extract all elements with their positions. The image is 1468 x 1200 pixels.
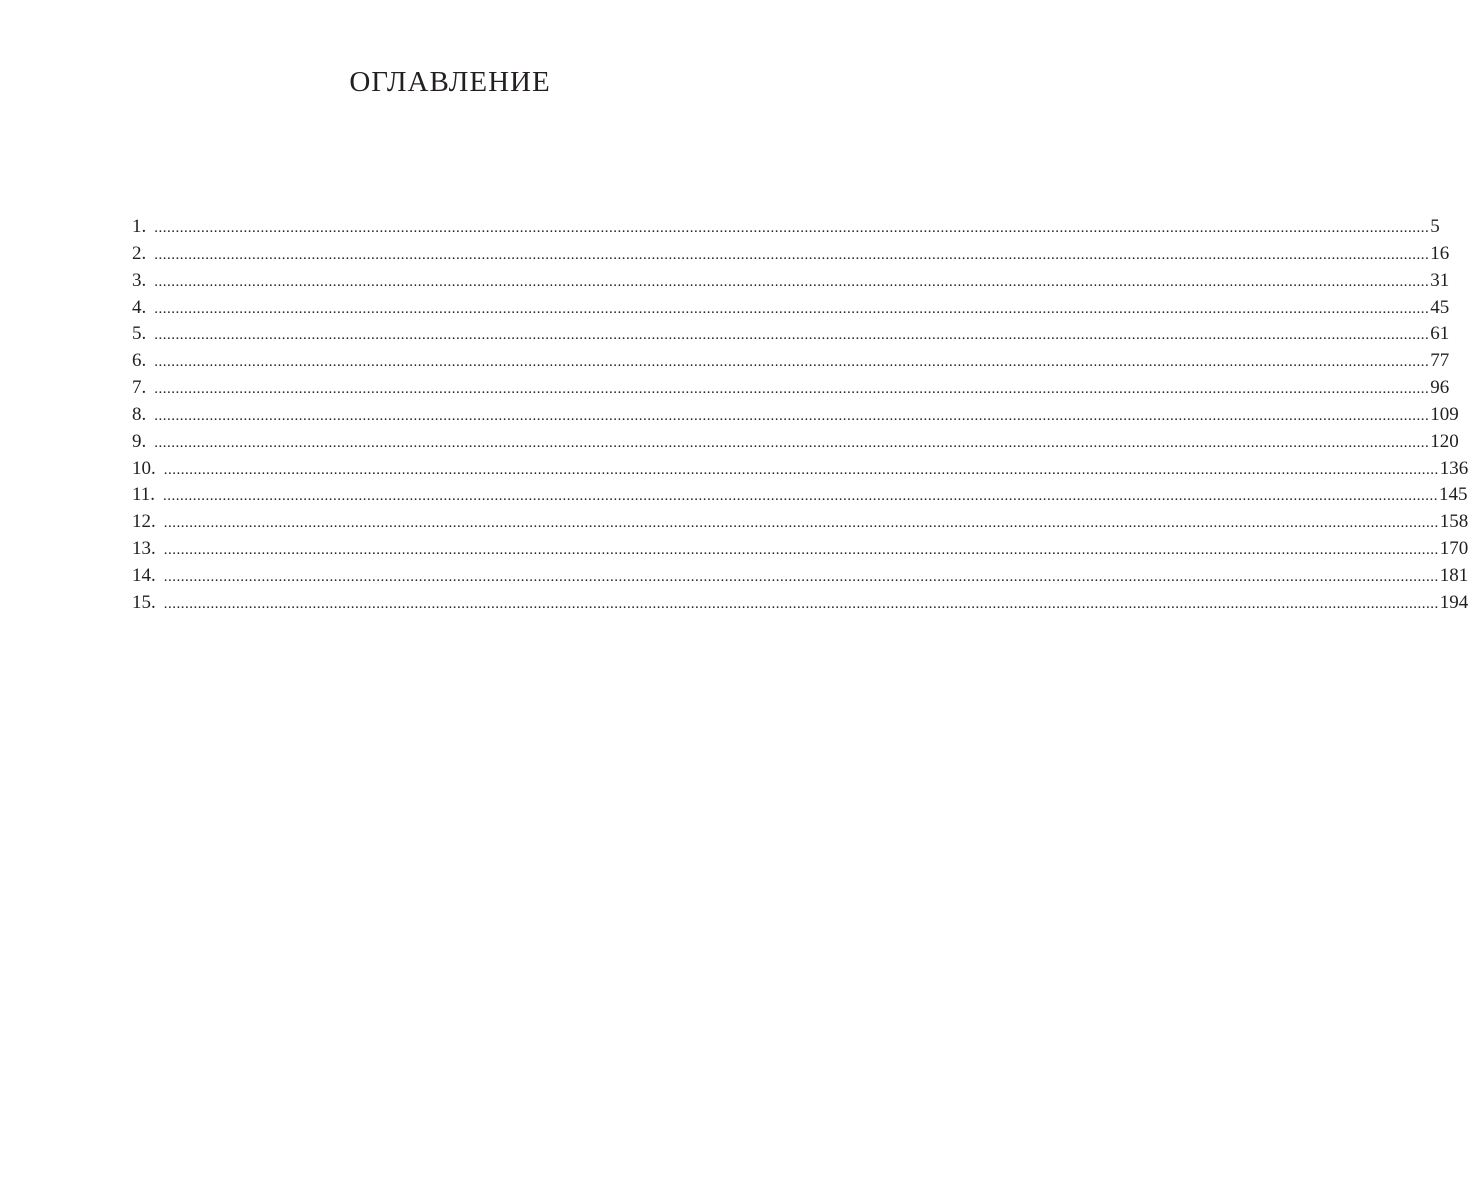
toc-entry-page: 5 (1430, 216, 1440, 237)
toc-dot-leader: ............................................................................................................................................................................................................................................................................................................ (154, 434, 1430, 451)
toc-entry-page: 158 (1439, 511, 1468, 533)
toc-dot-leader: ............................................................................................................................................................................................................................................................................................................ (163, 568, 1439, 585)
toc-entry-page: 181 (1439, 564, 1468, 586)
toc-entry-number: 3. (132, 269, 147, 291)
toc-entry-page: 96 (1430, 377, 1450, 399)
toc-entry-page: 194 (1439, 591, 1468, 613)
toc-dot-leader: ............................................................................................................................................................................................................................................................................................................ (154, 327, 1430, 344)
toc-dot-leader: ............................................................................................................................................................................................................................................................................................................ (154, 381, 1430, 398)
toc-entry-number: 14. (132, 564, 156, 586)
toc-dot-leader: ............................................................................................................................................................................................................................................................................................................ (154, 273, 1430, 290)
toc-entry-page: 61 (1430, 323, 1450, 345)
toc-entry-number: 5. (132, 323, 147, 345)
toc-entry-page: 170 (1439, 538, 1468, 560)
toc-entry-page: 109 (1430, 403, 1459, 425)
toc-entry-number: 10. (132, 457, 156, 479)
toc-dot-leader: ............................................................................................................................................................................................................................................................................................................ (154, 246, 1430, 263)
toc-entry-page: 16 (1430, 242, 1450, 264)
toc-entry[interactable] (132, 563, 1468, 590)
toc-entry[interactable] (132, 402, 1459, 429)
toc-entry-number: 9. (132, 430, 147, 452)
toc-entry-page: 145 (1439, 484, 1468, 506)
toc-entry-number: 1. (132, 216, 147, 237)
toc-entry[interactable] (132, 590, 1468, 617)
toc-entry-number: 2. (132, 242, 147, 264)
toc-dot-leader: ............................................................................................................................................................................................................................................................................................................ (163, 542, 1439, 559)
toc-entry[interactable] (132, 429, 1459, 456)
toc-entry-number: 15. (132, 591, 156, 613)
toc-entry-number: 11. (132, 484, 156, 506)
toc-entry-page: 136 (1439, 457, 1468, 479)
table-of-contents (132, 214, 1468, 617)
toc-dot-leader: ............................................................................................................................................................................................................................................................................................................ (154, 354, 1430, 371)
toc-entry-page: 120 (1430, 430, 1459, 452)
toc-entry[interactable] (132, 295, 1450, 322)
toc-entry-number: 7. (132, 377, 147, 399)
toc-entry-number: 8. (132, 403, 147, 425)
toc-entry[interactable] (132, 268, 1450, 295)
toc-entry[interactable] (132, 456, 1468, 483)
toc-entry-page: 45 (1430, 296, 1450, 318)
page-title: ОГЛАВЛЕНИЕ (349, 66, 551, 98)
toc-entry[interactable] (132, 321, 1450, 348)
toc-entry[interactable] (132, 536, 1468, 563)
toc-entry-number: 13. (132, 538, 156, 560)
toc-entry-number: 4. (132, 296, 147, 318)
toc-entry-number: 6. (132, 350, 147, 372)
toc-dot-leader: ............................................................................................................................................................................................................................................................................................................ (154, 300, 1430, 317)
toc-dot-leader: ............................................................................................................................................................................................................................................................................................................ (163, 461, 1439, 478)
toc-entry[interactable] (132, 214, 1440, 241)
toc-entry-number: 12. (132, 511, 156, 533)
toc-dot-leader: ............................................................................................................................................................................................................................................................................................................ (163, 515, 1439, 532)
toc-entry[interactable] (132, 375, 1450, 402)
toc-entry-page: 77 (1430, 350, 1450, 372)
toc-dot-leader: ............................................................................................................................................................................................................................................................................................................ (163, 488, 1439, 505)
toc-entry[interactable] (132, 482, 1468, 509)
toc-dot-leader: ............................................................................................................................................................................................................................................................................................................ (163, 595, 1439, 612)
toc-dot-leader: ............................................................................................................................................................................................................................................................................................................ (154, 220, 1430, 236)
toc-entry-page: 31 (1430, 269, 1450, 291)
toc-entry[interactable] (132, 509, 1468, 536)
toc-entry[interactable] (132, 241, 1450, 268)
toc-dot-leader: ............................................................................................................................................................................................................................................................................................................ (154, 407, 1430, 424)
toc-entry[interactable] (132, 348, 1450, 375)
